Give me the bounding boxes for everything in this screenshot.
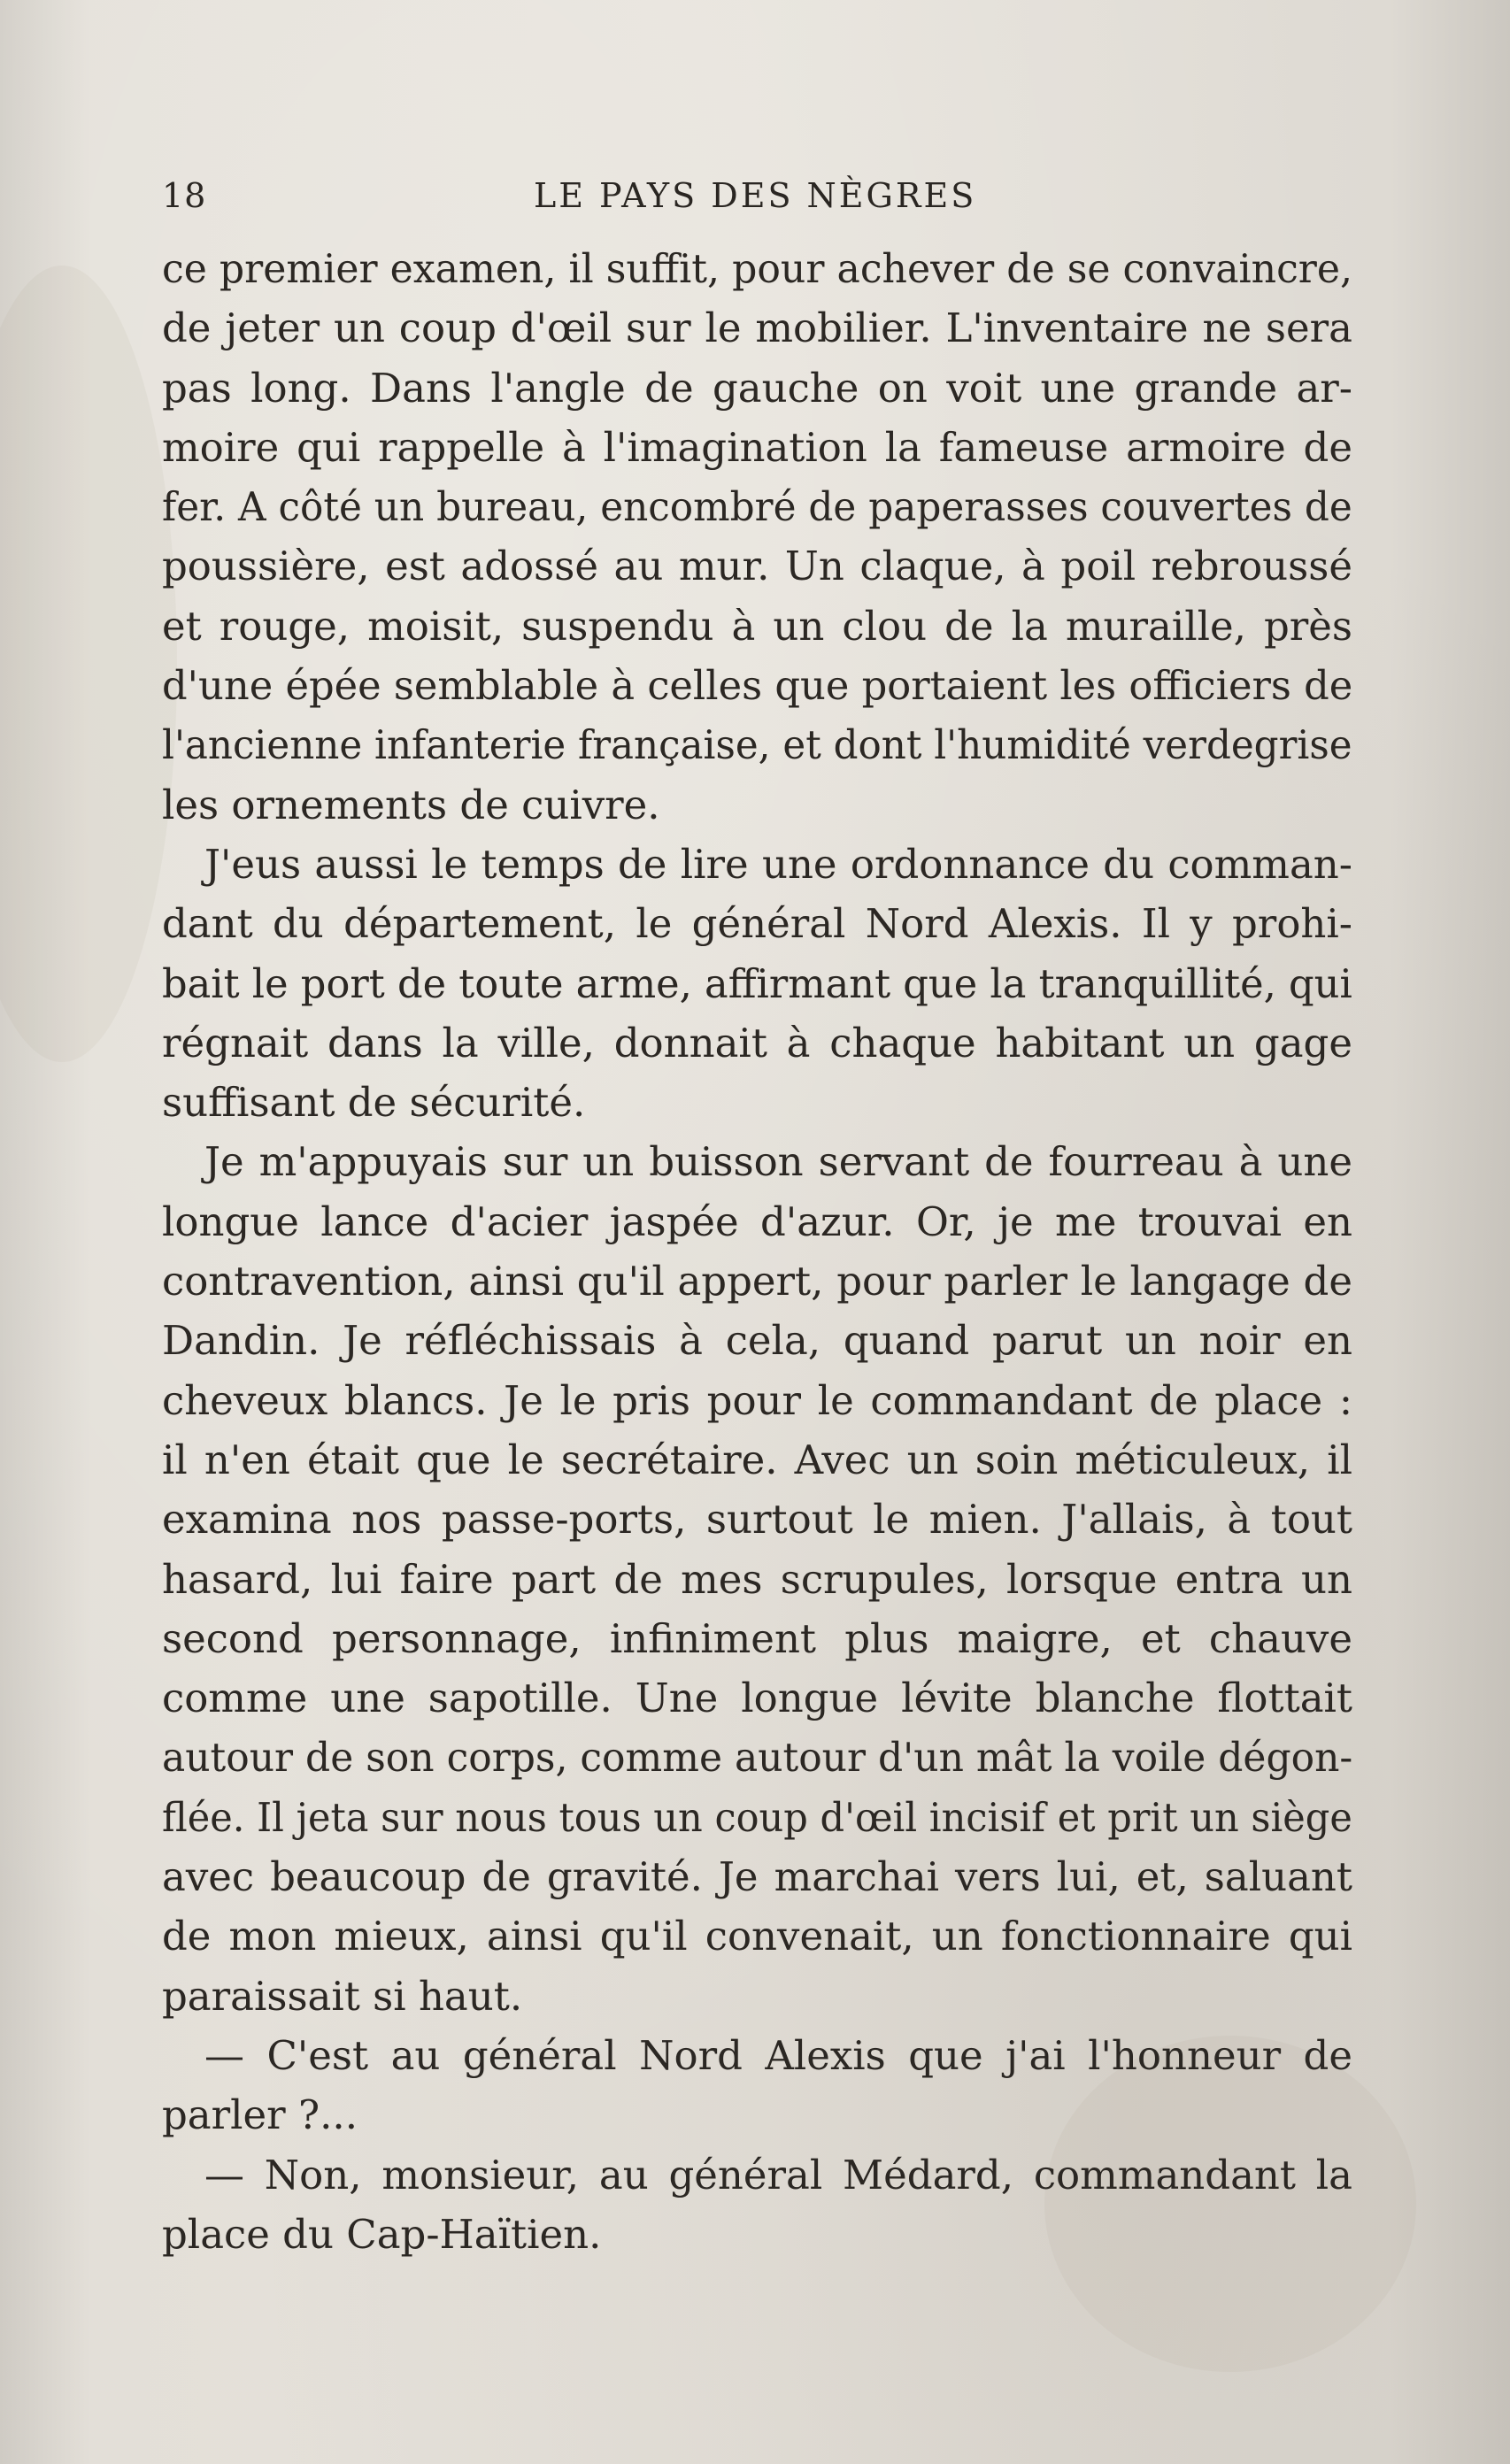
- text-line-content: hasard, lui faire part de mes scrupules, lorsque entra un: [162, 1555, 1352, 1603]
- text-line: [162, 1013, 1352, 1073]
- text-line: [162, 1906, 1352, 1966]
- running-title: LE PAYS DES NÈGRES: [534, 176, 977, 215]
- text-line: [162, 954, 1352, 1013]
- text-line-content: bait le port de toute arme, affirmant que la tranquillité, qui: [162, 959, 1352, 1007]
- text-line: [162, 1132, 1352, 1191]
- text-line: [162, 298, 1352, 358]
- text-line: [162, 1490, 1352, 1549]
- text-line: [162, 1788, 1352, 1847]
- text-line: [162, 2145, 1352, 2205]
- text-line: [162, 1311, 1352, 1370]
- text-line: [162, 1728, 1352, 1787]
- text-line-content: fer. A côté un bureau, encombré de paperasses couvertes de: [162, 483, 1352, 531]
- text-line-content: d'une épée semblable à celles que portaient les officiers de: [162, 662, 1353, 710]
- text-line-content: Je m'appuyais sur un buisson servant de fourreau à une: [204, 1138, 1352, 1186]
- text-line: [162, 418, 1352, 477]
- text-line: [162, 1550, 1352, 1609]
- text-line-content: — C'est au général Nord Alexis que j'ai l'honneur de: [204, 2031, 1352, 2079]
- text-line-content: l'ancienne infanterie française, et dont l'humidité verdegrise: [162, 721, 1352, 769]
- text-line-content: longue lance d'acier jaspée d'azur. Or, je me trouvai en: [162, 1197, 1352, 1245]
- text-line: [162, 1967, 1352, 2026]
- text-line: [162, 775, 1352, 835]
- text-line: [162, 656, 1352, 715]
- text-line-content: les ornements de cuivre.: [162, 781, 660, 828]
- text-line-content: — Non, monsieur, au général Médard, commandant la: [204, 2151, 1352, 2198]
- text-line-content: dant du département, le général Nord Alexis. Il y prohi-: [162, 900, 1352, 948]
- text-line-content: et rouge, moisit, suspendu à un clou de la muraille, près: [162, 602, 1352, 650]
- text-line-content: autour de son corps, comme autour d'un mât la voile dégon-: [162, 1734, 1353, 1782]
- text-line-content: contravention, ainsi qu'il appert, pour parler le langage de: [162, 1258, 1352, 1305]
- text-line: [162, 239, 1352, 298]
- text-line: [162, 2085, 1352, 2144]
- text-line-content: ce premier examen, il suffit, pour achever de se convaincre,: [162, 245, 1353, 292]
- text-line-content: régnait dans la ville, donnait à chaque habitant un gage: [162, 1019, 1352, 1066]
- text-line-content: cheveux blancs. Je le pris pour le commandant de place :: [162, 1376, 1352, 1424]
- text-line-content: de jeter un coup d'œil sur le mobilier. L'inventaire ne sera: [162, 304, 1352, 352]
- page-header: [162, 171, 1348, 224]
- text-line: [162, 1430, 1352, 1490]
- text-line-content: J'eus aussi le temps de lire une ordonnance du comman-: [204, 840, 1352, 888]
- text-line-content: suffisant de sécurité.: [162, 1079, 586, 1127]
- text-line-content: moire qui rappelle à l'imagination la fameuse armoire de: [162, 423, 1352, 471]
- text-line-content: examina nos passe-ports, surtout le mien. J'allais, à tout: [162, 1496, 1352, 1544]
- text-line: [162, 894, 1352, 953]
- text-line-content: poussière, est adossé au mur. Un claque, à poil rebroussé: [162, 543, 1352, 590]
- text-line-content: pas long. Dans l'angle de gauche on voit une grande ar-: [162, 364, 1352, 412]
- text-line: [162, 835, 1352, 894]
- text-line: [162, 1371, 1352, 1430]
- text-line-content: second personnage, infiniment plus maigre, et chauve: [162, 1614, 1352, 1662]
- text-line: [162, 1251, 1352, 1311]
- text-line: [162, 715, 1352, 774]
- page-number: 18: [162, 176, 207, 215]
- text-line-content: il n'en était que le secrétaire. Avec un soin méticuleux, il: [162, 1436, 1352, 1483]
- text-line: [162, 1668, 1352, 1728]
- text-line: [162, 358, 1352, 418]
- text-line-content: flée. Il jeta sur nous tous un coup d'œil incisif et prit un siège: [162, 1793, 1352, 1841]
- text-line: [162, 597, 1352, 656]
- text-line-content: Dandin. Je réfléchissais à cela, quand parut un noir en: [162, 1317, 1352, 1365]
- text-line: [162, 1192, 1352, 1251]
- text-line: [162, 2026, 1352, 2085]
- text-line: [162, 536, 1352, 596]
- paper-stain: [0, 266, 177, 1062]
- text-line-content: place du Cap-Haïtien.: [162, 2210, 602, 2258]
- text-line-content: comme une sapotille. Une longue lévite blanche flottait: [162, 1675, 1352, 1722]
- text-line: [162, 477, 1352, 536]
- body-text: [162, 239, 1352, 2264]
- text-line-content: paraissait si haut.: [162, 1972, 523, 2020]
- text-line: [162, 1609, 1352, 1668]
- text-line: [162, 1073, 1352, 1132]
- text-line-content: parler ?...: [162, 2091, 358, 2139]
- text-line: [162, 2205, 1352, 2264]
- text-line-content: de mon mieux, ainsi qu'il convenait, un fonctionnaire qui: [162, 1913, 1352, 1960]
- text-line: [162, 1847, 1352, 1906]
- text-line-content: avec beaucoup de gravité. Je marchai vers lui, et, saluant: [162, 1853, 1352, 1901]
